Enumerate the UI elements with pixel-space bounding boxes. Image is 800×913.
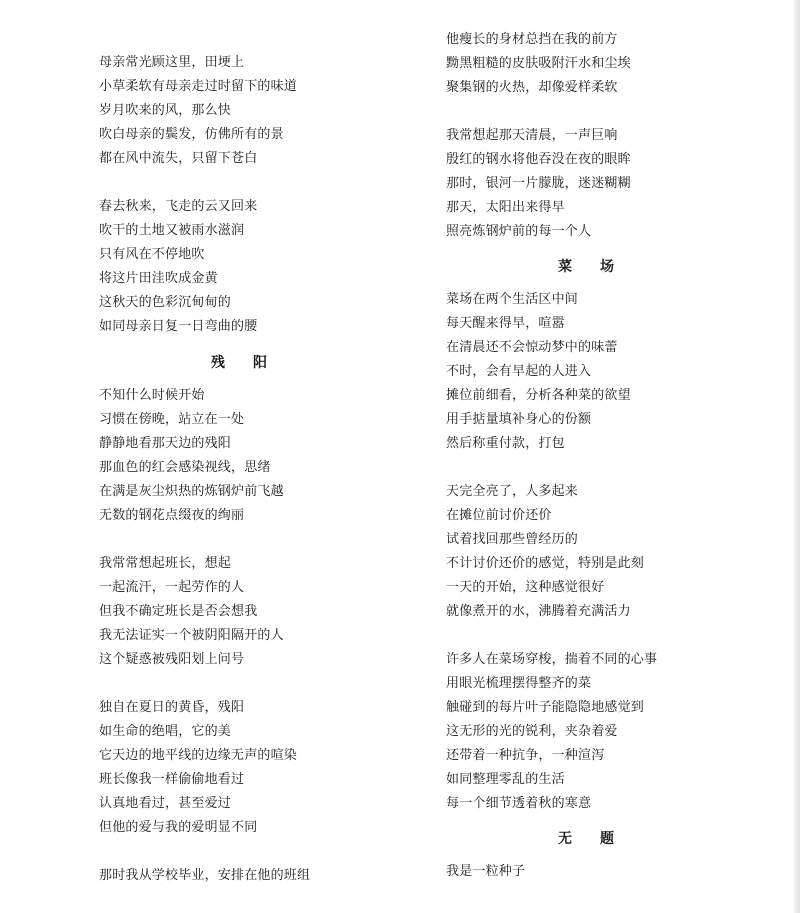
poem-line: 吹白母亲的鬓发，仿佛所有的景: [99, 127, 284, 142]
poem-line: 静静地看那天边的残阳: [99, 436, 232, 451]
poem-line: 触碰到的每片叶子能隐隐地感觉到: [446, 700, 645, 715]
poem-line: 聚集钢的火热，却像爱样柔软: [446, 80, 618, 95]
poem-line: 还带着一种抗争，一种渲泻: [446, 748, 605, 763]
poem-line: 无数的钢花点缀夜的绚丽: [99, 508, 245, 523]
poem-line: 这个疑惑被残阳划上问号: [99, 652, 245, 667]
poem-line: 如同母亲日复一日弯曲的腰: [99, 319, 258, 334]
page-edge: [794, 0, 800, 913]
poem-title-canyang: 残阳: [211, 355, 295, 371]
poem-line: 岁月吹来的风，那么快: [99, 103, 232, 118]
poem-line: 我是一粒种子: [446, 864, 526, 879]
poem-line: 在满是灰尘炽热的炼钢炉前飞越: [99, 484, 284, 499]
poem-line: 用手掂量填补身心的份额: [446, 412, 592, 427]
poem-line: 就像煮开的水，沸腾着充满活力: [446, 604, 631, 619]
poem-line: 天完全亮了，人多起来: [446, 484, 579, 499]
poem-line: 如同整理零乱的生活: [446, 772, 565, 787]
poem-line: 那时我从学校毕业，安排在他的班组: [99, 868, 311, 883]
poem-line: 照亮炼钢炉前的每一个人: [446, 224, 592, 239]
poem-line: 每天醒来得早，喧嚣: [446, 316, 565, 331]
poem-line: 将这片田洼吹成金黄: [99, 271, 218, 286]
poem-line: 黝黑粗糙的皮肤吸附汗水和尘埃: [446, 56, 631, 71]
poem-line: 在摊位前讨价还价: [446, 508, 552, 523]
poem-line: 许多人在菜场穿梭，揣着不同的心事: [446, 652, 658, 667]
poem-line: 我常常想起班长，想起: [99, 556, 232, 571]
poem-line: 摊位前细看，分析各种菜的欲望: [446, 388, 631, 403]
poem-line: 这无形的光的锐利，夹杂着爱: [446, 724, 618, 739]
poem-line: 那血色的红会感染视线，思绪: [99, 460, 271, 475]
poem-line: 小草柔软有母亲走过时留下的味道: [99, 79, 298, 94]
poem-line: 试着找回那些曾经历的: [446, 532, 579, 547]
poem-line: 一天的开始，这种感觉很好: [446, 580, 605, 595]
poem-line: 独自在夏日的黄昏，残阳: [99, 700, 245, 715]
poem-line: 不计讨价还价的感觉，特别是此刻: [446, 556, 645, 571]
poem-line: 都在风中流失，只留下苍白: [99, 151, 258, 166]
poem-line: 它天边的地平线的边缘无声的喧染: [99, 748, 298, 763]
poem-line: 但我不确定班长是否会想我: [99, 604, 258, 619]
poem-line: 菜场在两个生活区中间: [446, 292, 579, 307]
poem-line: 在清晨还不会惊动梦中的味蕾: [446, 340, 618, 355]
poem-line: 习惯在傍晚，站立在一处: [99, 412, 245, 427]
poem-line: 这秋天的色彩沉甸甸的: [99, 295, 232, 310]
poem-line: 不时，会有早起的人进入: [446, 364, 592, 379]
poem-line: 但他的爱与我的爱明显不同: [99, 820, 258, 835]
poem-line: 我无法证实一个被阴阳隔开的人: [99, 628, 284, 643]
poem-line: 然后称重付款，打包: [446, 436, 565, 451]
poem-line: 一起流汗，一起劳作的人: [99, 580, 245, 595]
poem-line: 母亲常光顾这里，田埂上: [99, 55, 245, 70]
poem-line: 殷红的钢水将他吞没在夜的眼眸: [446, 152, 631, 167]
poem-line: 他瘦长的身材总挡在我的前方: [446, 32, 618, 47]
poem-line: 那时，银河一片朦胧，迷迷糊糊: [446, 176, 631, 191]
poem-title-caichang: 菜场: [558, 259, 642, 275]
poem-title-wuti: 无题: [558, 831, 642, 847]
poem-line: 我常想起那天清晨，一声巨响: [446, 128, 618, 143]
poem-line: 春去秋来，飞走的云又回来: [99, 199, 258, 214]
poem-line: 用眼光梳理摆得整齐的菜: [446, 676, 592, 691]
poem-line: 班长像我一样偷偷地看过: [99, 772, 245, 787]
poem-line: 只有风在不停地吹: [99, 247, 205, 262]
poem-line: 不知什么时候开始: [99, 388, 205, 403]
poem-line: 认真地看过，甚至爱过: [99, 796, 232, 811]
poem-line: 那天，太阳出来得早: [446, 200, 565, 215]
poem-line: 如生命的绝唱，它的美: [99, 724, 232, 739]
poem-line: 每一个细节透着秋的寒意: [446, 796, 592, 811]
poem-line: 吹干的土地又被雨水滋润: [99, 223, 245, 238]
